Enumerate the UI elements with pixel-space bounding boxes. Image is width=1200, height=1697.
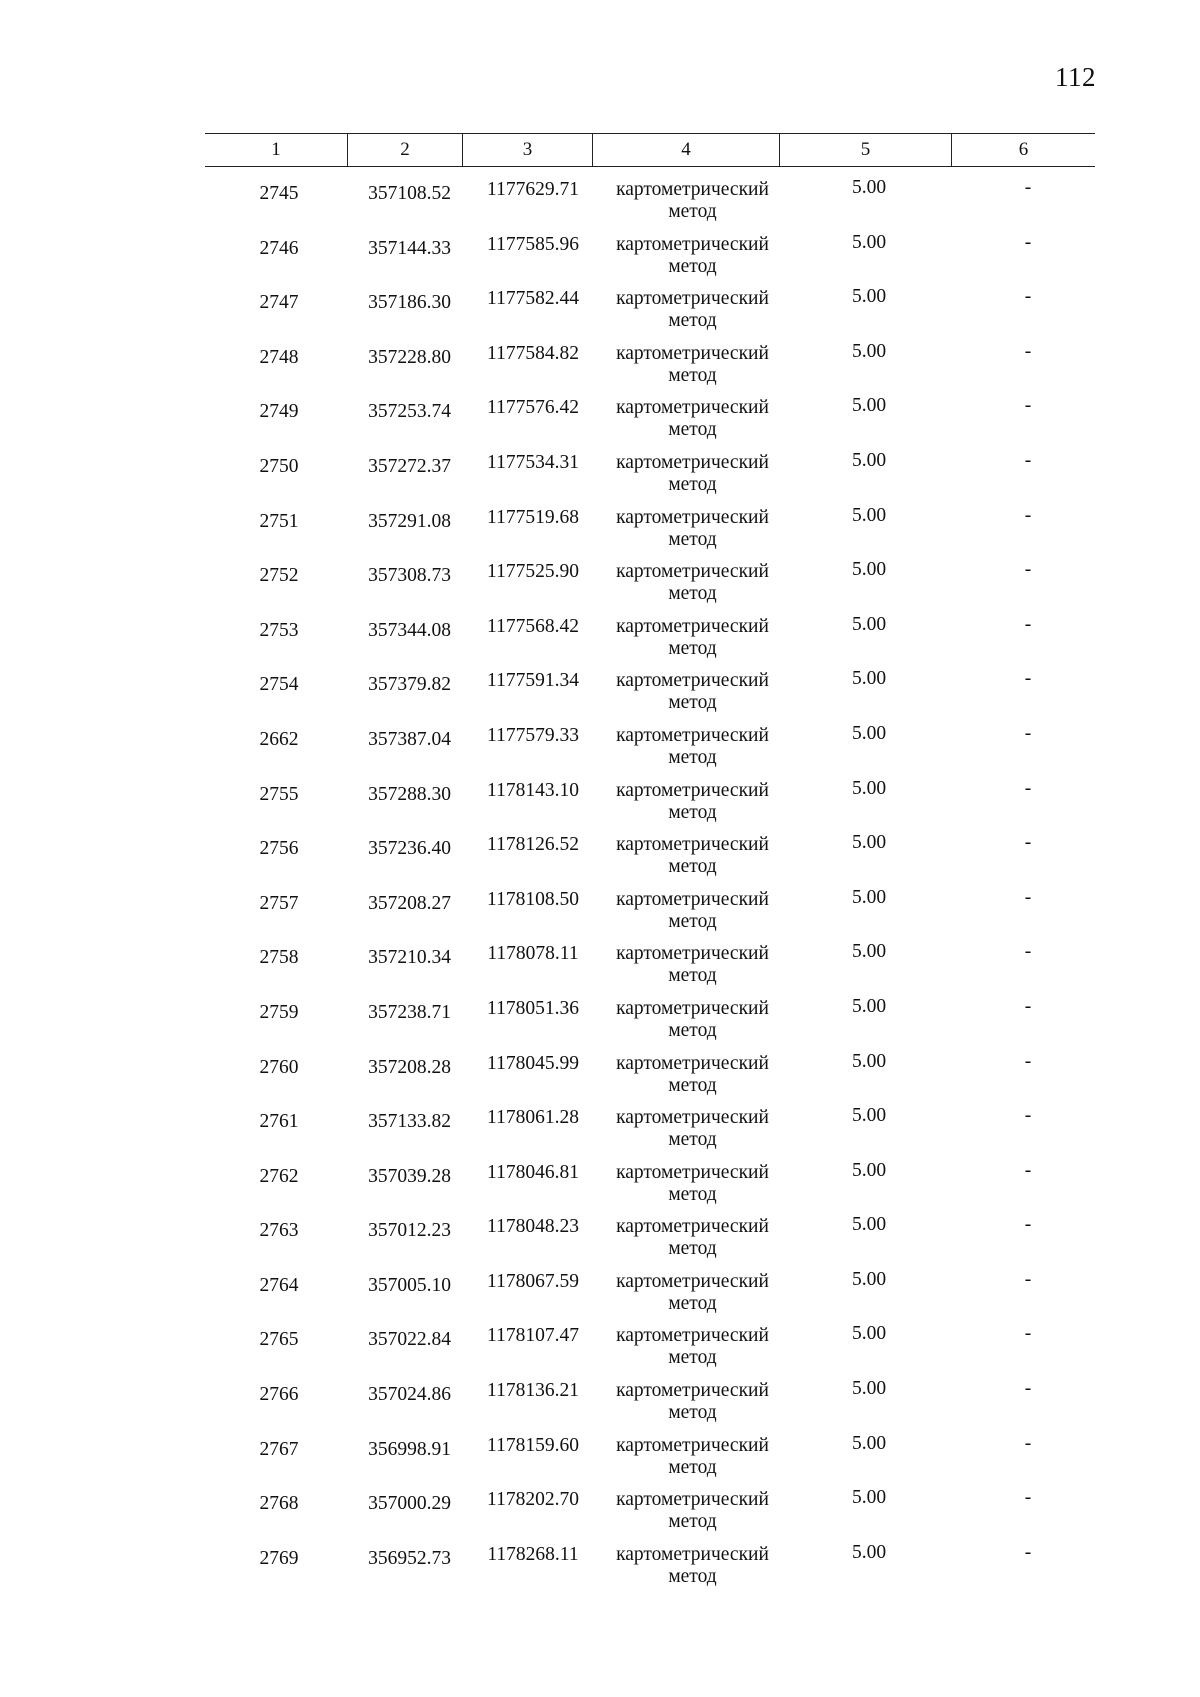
table-row [205,549,1095,604]
note-cell: - [1024,722,1032,744]
method-line-2: метод [668,801,717,823]
accuracy-cell: 5.00 [851,231,887,253]
point-number-cell: 2662 [259,728,299,750]
method-line-1: картометрический [616,779,769,801]
table-row [205,1477,1095,1532]
accuracy-cell: 5.00 [851,995,887,1017]
x-coordinate-cell: 357308.73 [368,565,451,587]
page-number: 112 [1055,62,1096,92]
accuracy-cell: 5.00 [851,941,887,963]
method-cell [592,1150,779,1205]
method-line-1: картометрический [616,397,769,419]
x-coordinate-cell: 357012.23 [368,1220,451,1242]
table-row [205,1313,1095,1368]
table-header-row [205,133,1095,167]
point-number-cell: 2766 [259,1384,299,1406]
method-cell [592,1423,779,1478]
note-cell: - [1024,1268,1032,1290]
table-row [205,1259,1095,1314]
point-number-cell: 2746 [259,237,299,259]
point-number-cell: 2751 [259,510,299,532]
method-cell [592,222,779,277]
method-line-1: картометрический [616,233,769,255]
table-row [205,440,1095,495]
method-line-2: метод [668,1129,717,1151]
method-line-1: картометрический [616,943,769,965]
table-row [205,385,1095,440]
y-coordinate-cell: 1178078.11 [487,943,579,965]
method-line-2: метод [668,1511,717,1533]
method-line-1: картометрический [616,1434,769,1456]
method-line-1: картометрический [616,1216,769,1238]
table-row [205,822,1095,877]
method-cell [592,549,779,604]
x-coordinate-cell: 356998.91 [368,1438,451,1460]
note-cell: - [1024,1378,1032,1400]
accuracy-cell: 5.00 [851,1541,887,1563]
x-coordinate-cell: 357344.08 [368,619,451,641]
y-coordinate-cell: 1178107.47 [487,1325,579,1347]
x-coordinate-cell: 357253.74 [368,401,451,423]
y-coordinate-cell: 1177525.90 [487,561,579,583]
method-line-2: метод [668,637,717,659]
y-coordinate-cell: 1177534.31 [487,451,579,473]
accuracy-cell: 5.00 [851,886,887,908]
method-line-1: картометрический [616,834,769,856]
point-number-cell: 2755 [259,783,299,805]
note-cell: - [1024,395,1032,417]
x-coordinate-cell: 357022.84 [368,1329,451,1351]
y-coordinate-cell: 1178045.99 [487,1052,579,1074]
method-line-1: картометрический [616,724,769,746]
table-row [205,1150,1095,1205]
y-coordinate-cell: 1178067.59 [487,1270,579,1292]
method-line-2: метод [668,528,717,550]
y-coordinate-cell: 1178048.23 [487,1216,579,1238]
note-cell: - [1024,668,1032,690]
method-cell [592,1477,779,1532]
accuracy-cell: 5.00 [851,1050,887,1072]
method-cell [592,1368,779,1423]
method-line-2: метод [668,1019,717,1041]
method-line-2: метод [668,910,717,932]
y-coordinate-cell: 1178061.28 [487,1107,579,1129]
point-number-cell: 2749 [259,401,299,423]
note-cell: - [1024,1159,1032,1181]
method-line-2: метод [668,856,717,878]
method-cell [592,768,779,823]
coordinates-table [205,133,1095,1586]
accuracy-cell: 5.00 [851,613,887,635]
y-coordinate-cell: 1177579.33 [487,724,579,746]
table-row [205,1041,1095,1096]
table-row [205,1423,1095,1478]
x-coordinate-cell: 356952.73 [368,1547,451,1569]
accuracy-cell: 5.00 [851,504,887,526]
method-line-1: картометрический [616,1161,769,1183]
x-coordinate-cell: 357208.27 [368,892,451,914]
point-number-cell: 2762 [259,1165,299,1187]
method-line-2: метод [668,1456,717,1478]
method-line-1: картометрический [616,1270,769,1292]
accuracy-cell: 5.00 [851,1378,887,1400]
method-cell [592,931,779,986]
point-number-cell: 2757 [259,892,299,914]
point-number-cell: 2761 [259,1111,299,1133]
method-cell [592,1259,779,1314]
method-line-2: метод [668,1074,717,1096]
note-cell: - [1024,941,1032,963]
method-line-2: метод [668,692,717,714]
accuracy-cell: 5.00 [851,286,887,308]
table-row [205,768,1095,823]
point-number-cell: 2748 [259,346,299,368]
method-cell [592,167,779,222]
note-cell: - [1024,1541,1032,1563]
y-coordinate-cell: 1178202.70 [487,1489,579,1511]
accuracy-cell: 5.00 [851,1268,887,1290]
method-cell [592,1095,779,1150]
method-line-2: метод [668,1183,717,1205]
method-line-2: метод [668,746,717,768]
x-coordinate-cell: 357238.71 [368,1001,451,1023]
method-line-1: картометрический [616,451,769,473]
note-cell: - [1024,231,1032,253]
point-number-cell: 2768 [259,1493,299,1515]
method-line-1: картометрический [616,1052,769,1074]
x-coordinate-cell: 357186.30 [368,292,451,314]
x-coordinate-cell: 357108.52 [368,183,451,204]
x-coordinate-cell: 357210.34 [368,947,451,969]
table-row [205,495,1095,550]
accuracy-cell: 5.00 [851,1487,887,1509]
method-line-2: метод [668,1402,717,1424]
note-cell: - [1024,1105,1032,1127]
method-cell [592,986,779,1041]
method-line-1: картометрический [616,561,769,583]
x-coordinate-cell: 357039.28 [368,1165,451,1187]
method-line-2: метод [668,310,717,332]
column-header-3: 3 [462,134,592,166]
method-line-1: картометрический [616,1380,769,1402]
method-cell [592,440,779,495]
method-cell [592,1532,779,1587]
accuracy-cell: 5.00 [851,777,887,799]
y-coordinate-cell: 1178159.60 [487,1434,579,1456]
method-line-1: картометрический [616,1543,769,1565]
table-row [205,1368,1095,1423]
column-header-5: 5 [779,134,951,166]
y-coordinate-cell: 1177591.34 [487,670,579,692]
table-row [205,1532,1095,1587]
method-line-2: метод [668,583,717,605]
point-number-cell: 2752 [259,565,299,587]
x-coordinate-cell: 357379.82 [368,674,451,696]
x-coordinate-cell: 357272.37 [368,455,451,477]
y-coordinate-cell: 1177585.96 [487,233,579,255]
point-number-cell: 2769 [259,1547,299,1569]
point-number-cell: 2754 [259,674,299,696]
accuracy-cell: 5.00 [851,395,887,417]
table-row [205,986,1095,1041]
y-coordinate-cell: 1178143.10 [487,779,579,801]
table-row [205,713,1095,768]
table-body [205,167,1095,1586]
method-line-1: картометрический [616,506,769,528]
y-coordinate-cell: 1178108.50 [487,888,579,910]
y-coordinate-cell: 1178136.21 [487,1380,579,1402]
table-row [205,1204,1095,1259]
method-line-1: картометрический [616,1325,769,1347]
method-cell [592,276,779,331]
point-number-cell: 2765 [259,1329,299,1351]
accuracy-cell: 5.00 [851,1105,887,1127]
method-cell [592,1313,779,1368]
y-coordinate-cell: 1177629.71 [487,179,579,200]
method-cell [592,604,779,659]
x-coordinate-cell: 357005.10 [368,1274,451,1296]
accuracy-cell: 5.00 [851,177,887,198]
x-coordinate-cell: 357236.40 [368,838,451,860]
method-line-2: метод [668,255,717,277]
note-cell: - [1024,449,1032,471]
table-row [205,604,1095,659]
method-line-2: метод [668,419,717,441]
y-coordinate-cell: 1178046.81 [487,1161,579,1183]
method-line-1: картометрический [616,179,769,200]
method-line-1: картометрический [616,888,769,910]
table-row [205,276,1095,331]
note-cell: - [1024,995,1032,1017]
x-coordinate-cell: 357133.82 [368,1111,451,1133]
method-cell [592,822,779,877]
note-cell: - [1024,340,1032,362]
method-cell [592,495,779,550]
note-cell: - [1024,832,1032,854]
method-cell [592,1041,779,1096]
point-number-cell: 2758 [259,947,299,969]
note-cell: - [1024,1487,1032,1509]
column-header-6: 6 [951,134,1095,166]
method-line-2: метод [668,473,717,495]
x-coordinate-cell: 357208.28 [368,1056,451,1078]
method-line-2: метод [668,1238,717,1260]
x-coordinate-cell: 357291.08 [368,510,451,532]
column-header-1: 1 [271,139,281,160]
point-number-cell: 2763 [259,1220,299,1242]
method-line-2: метод [668,965,717,987]
method-line-1: картометрический [616,1107,769,1129]
note-cell: - [1024,559,1032,581]
note-cell: - [1024,1432,1032,1454]
method-line-1: картометрический [616,670,769,692]
accuracy-cell: 5.00 [851,449,887,471]
table-row [205,167,1095,222]
accuracy-cell: 5.00 [851,722,887,744]
column-header-2: 2 [347,134,462,166]
table-row [205,222,1095,277]
accuracy-cell: 5.00 [851,832,887,854]
table-row [205,658,1095,713]
method-cell [592,877,779,932]
method-line-1: картометрический [616,1489,769,1511]
point-number-cell: 2764 [259,1274,299,1296]
note-cell: - [1024,777,1032,799]
table-row [205,931,1095,986]
x-coordinate-cell: 357288.30 [368,783,451,805]
note-cell: - [1024,1050,1032,1072]
x-coordinate-cell: 357144.33 [368,237,451,259]
y-coordinate-cell: 1177582.44 [487,288,579,310]
note-cell: - [1024,613,1032,635]
note-cell: - [1024,177,1032,198]
method-line-1: картометрический [616,342,769,364]
method-line-2: метод [668,364,717,386]
note-cell: - [1024,1323,1032,1345]
y-coordinate-cell: 1178051.36 [487,997,579,1019]
point-number-cell: 2759 [259,1001,299,1023]
method-cell [592,658,779,713]
method-line-2: метод [668,1565,717,1587]
method-cell [592,1204,779,1259]
accuracy-cell: 5.00 [851,1432,887,1454]
accuracy-cell: 5.00 [851,340,887,362]
point-number-cell: 2767 [259,1438,299,1460]
note-cell: - [1024,504,1032,526]
accuracy-cell: 5.00 [851,1159,887,1181]
accuracy-cell: 5.00 [851,559,887,581]
point-number-cell: 2745 [259,183,299,204]
method-line-2: метод [668,1292,717,1314]
y-coordinate-cell: 1178126.52 [487,834,579,856]
method-cell [592,331,779,386]
y-coordinate-cell: 1177568.42 [487,615,579,637]
method-line-1: картометрический [616,997,769,1019]
table-row [205,877,1095,932]
x-coordinate-cell: 357024.86 [368,1384,451,1406]
method-cell [592,385,779,440]
note-cell: - [1024,886,1032,908]
method-line-1: картометрический [616,615,769,637]
method-line-2: метод [668,201,717,222]
accuracy-cell: 5.00 [851,668,887,690]
y-coordinate-cell: 1177584.82 [487,342,579,364]
y-coordinate-cell: 1177576.42 [487,397,579,419]
point-number-cell: 2760 [259,1056,299,1078]
table-row [205,331,1095,386]
method-line-2: метод [668,1347,717,1369]
accuracy-cell: 5.00 [851,1214,887,1236]
x-coordinate-cell: 357228.80 [368,346,451,368]
point-number-cell: 2747 [259,292,299,314]
point-number-cell: 2753 [259,619,299,641]
y-coordinate-cell: 1178268.11 [487,1543,579,1565]
point-number-cell: 2750 [259,455,299,477]
note-cell: - [1024,1214,1032,1236]
accuracy-cell: 5.00 [851,1323,887,1345]
x-coordinate-cell: 357000.29 [368,1493,451,1515]
x-coordinate-cell: 357387.04 [368,728,451,750]
column-header-4: 4 [592,134,779,166]
point-number-cell: 2756 [259,838,299,860]
method-cell [592,713,779,768]
note-cell: - [1024,286,1032,308]
y-coordinate-cell: 1177519.68 [487,506,579,528]
method-line-1: картометрический [616,288,769,310]
table-row [205,1095,1095,1150]
